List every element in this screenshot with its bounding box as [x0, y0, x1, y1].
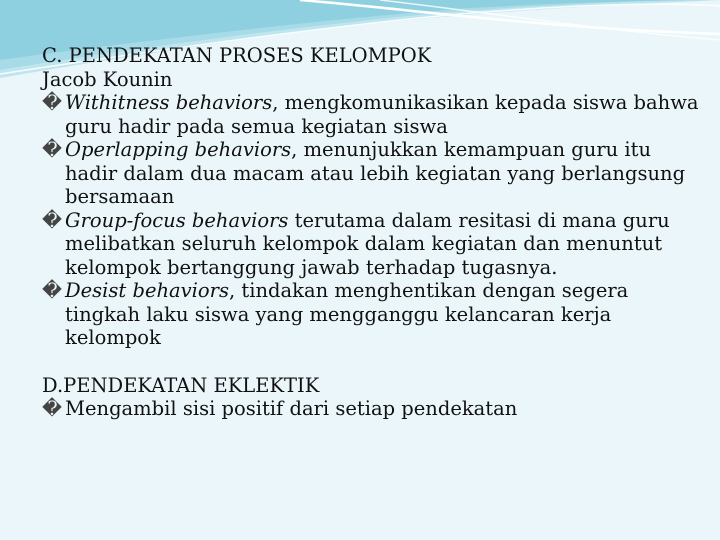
item-term: Group-focus behaviors	[65, 208, 289, 232]
list-item	[42, 397, 702, 421]
section-d-title: D.PENDEKATAN EKLEKTIK	[42, 373, 320, 397]
bullet-icon: �	[42, 208, 62, 232]
list-item	[42, 91, 702, 138]
slide-content	[42, 44, 702, 421]
item-text: , mengkomunikasikan kepada siswa bahwa guru hadir pada semua kegiatan siswa	[65, 91, 699, 138]
list-item	[42, 209, 702, 280]
item-text: , tindakan menghentikan dengan segera tingkah laku siswa yang mengganggu kelancaran kerja kelompok	[65, 279, 629, 349]
item-term: Desist behaviors	[65, 279, 229, 302]
section-spacer	[42, 350, 702, 374]
section-c-title: C. PENDEKATAN PROSES KELOMPOK	[42, 44, 432, 67]
list-item	[42, 138, 702, 209]
section-c-author: Jacob Kounin	[42, 67, 173, 91]
item-text: Mengambil sisi positif dari setiap pendekatan	[65, 397, 518, 420]
item-term: Operlapping behaviors	[65, 138, 292, 161]
item-text: , menunjukkan kemampuan guru itu hadir dalam dua macam atau lebih kegiatan yang berlangsung bersamaan	[65, 138, 686, 208]
item-text: terutama dalam resitasi di mana guru melibatkan seluruh kelompok dalam kegiatan dan menuntut kelompok bertanggung jawab terhadap tugasnya.	[65, 208, 670, 279]
list-item	[42, 279, 702, 350]
item-term: Withitness behaviors	[65, 91, 273, 114]
bullet-icon: �	[42, 91, 62, 114]
bullet-icon: �	[42, 138, 62, 161]
bullet-icon: �	[42, 279, 62, 302]
bullet-icon: �	[42, 397, 62, 420]
